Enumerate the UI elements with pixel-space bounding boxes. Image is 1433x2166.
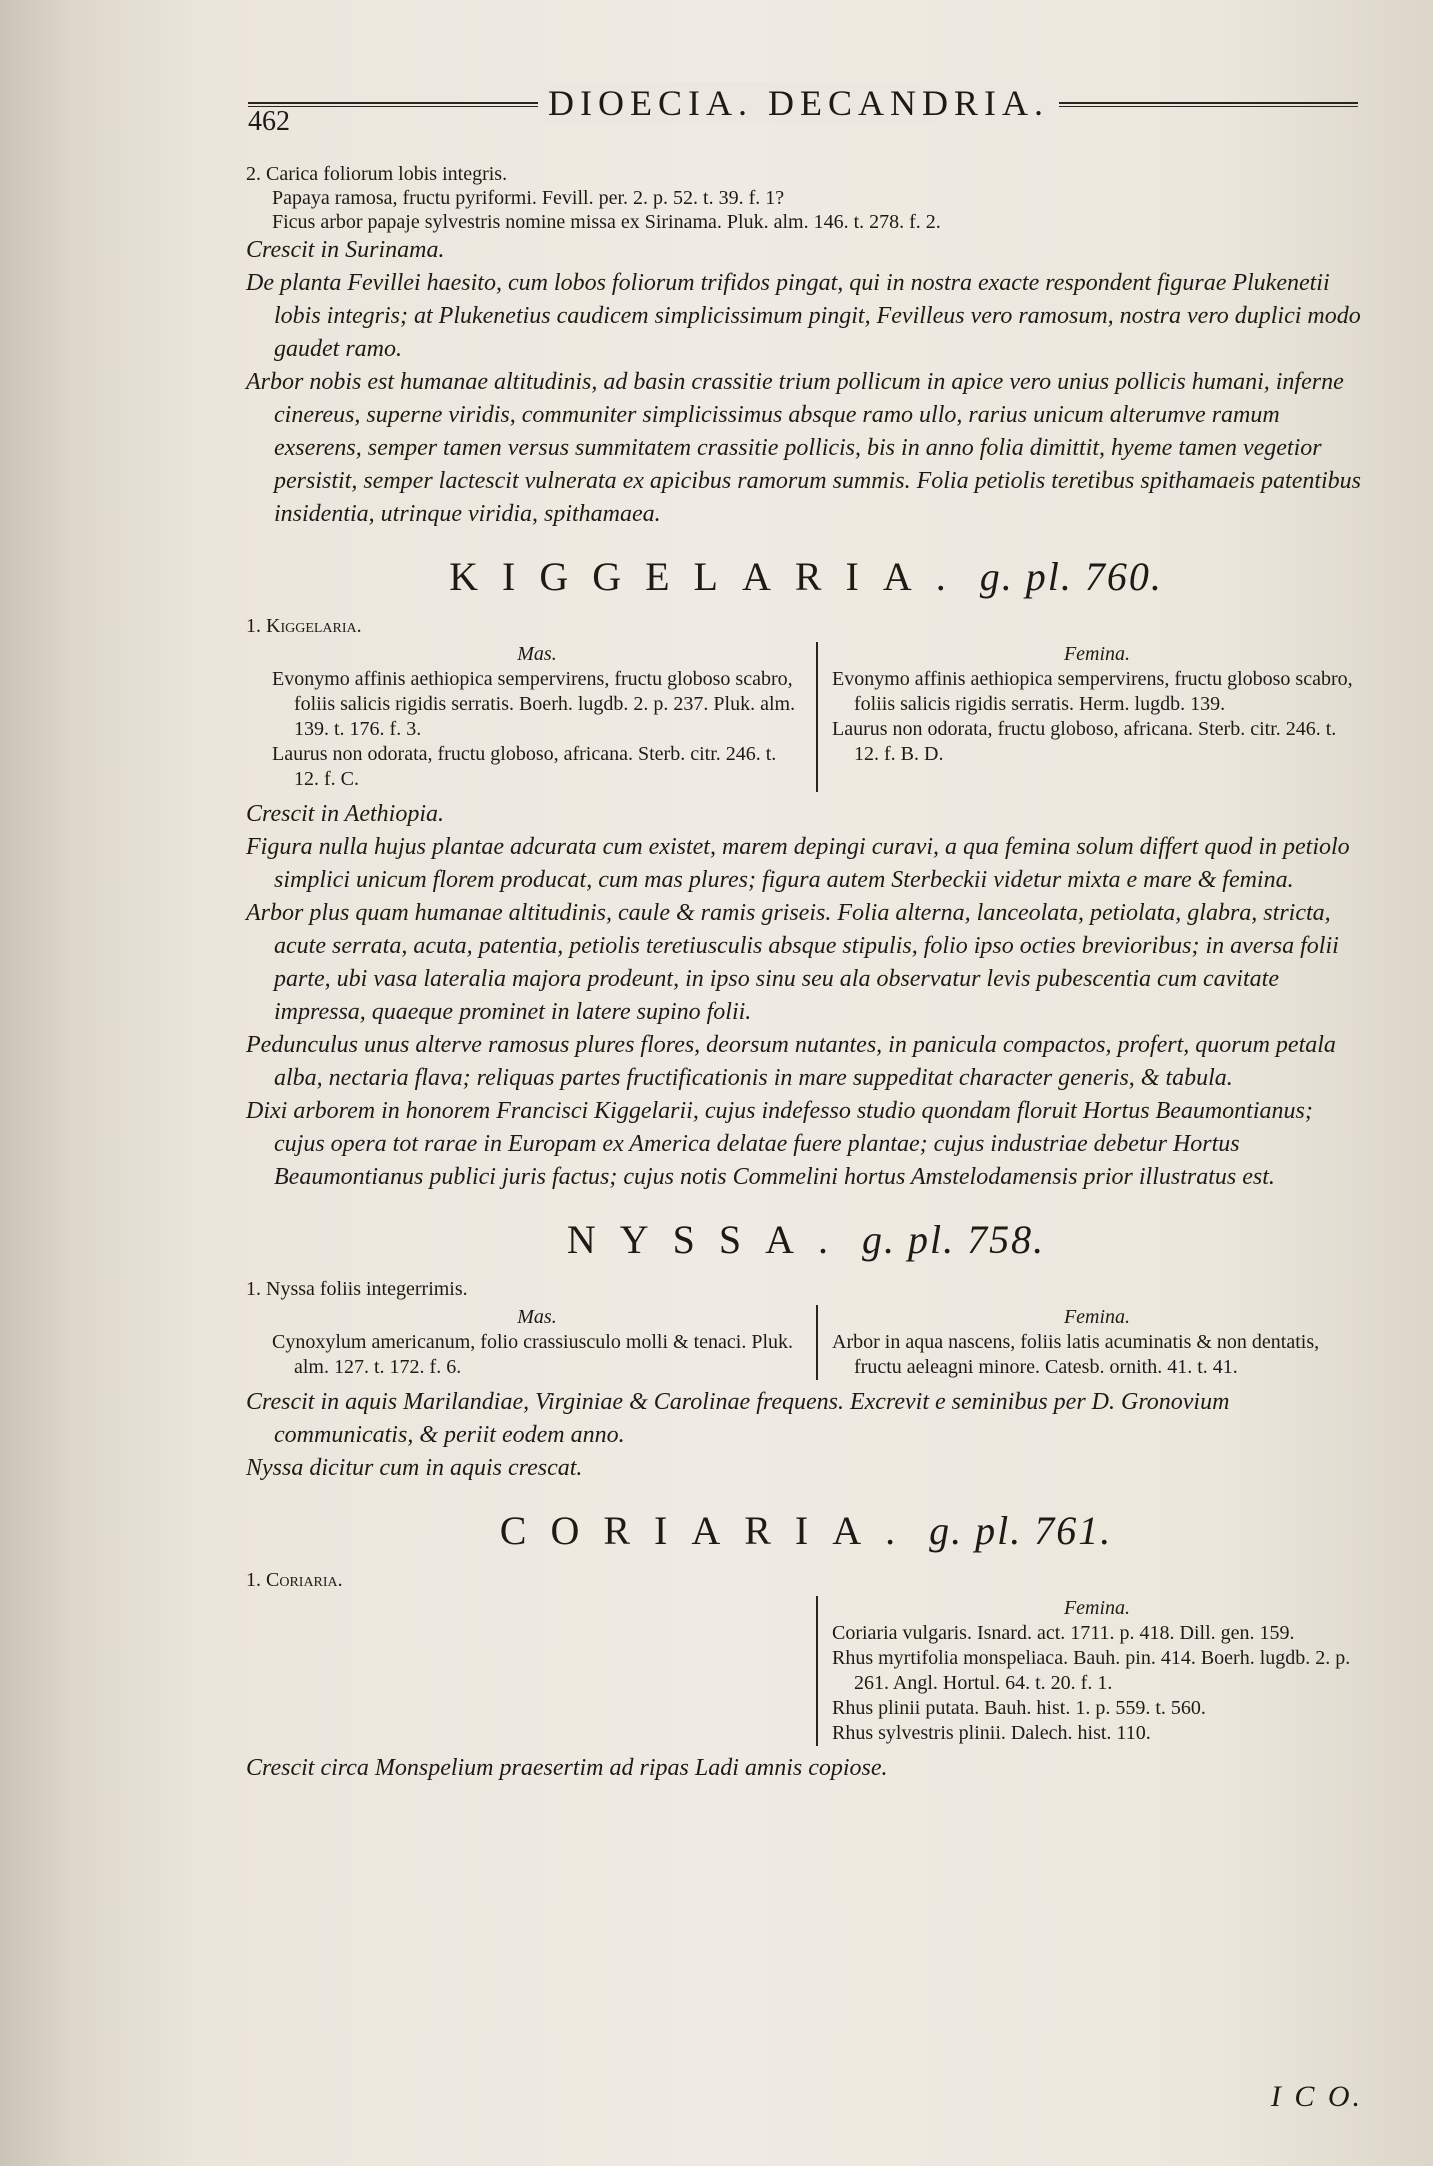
page-content [246,162,1366,1785]
mas-label: Mas. [517,1306,557,1328]
synonym-item: Laurus non odorata, fructu globoso, africana. Sterb. citr. 246. t. 12. f. C. [272,743,777,790]
signature-mark: I C O. [1270,2080,1363,2113]
genus-heading [246,553,1366,600]
kiggelaria-entry: 1. Kiggelaria. [246,615,362,637]
kiggelaria-section [246,553,1366,1194]
nyssa-section [246,1216,1366,1485]
mas-column [272,1305,818,1380]
femina-column [818,1596,1362,1746]
nyssa-entry: 1. Nyssa foliis integerrimis. [246,1278,468,1300]
kiggelaria-paragraph: Arbor plus quam humanae altitudinis, caule & ramis griseis. Folia alterna, lanceolata, petiolata, glabra, stricta, acute serrata, acuta, patentia, petiolis teretiusculis absque stipulis, folio ipso octies brevioribus; in aversa folii parte, ubi vasa lateralia majora prodeunt, in ipso sinu seu ala observatur levis pubescentia cum cavitate impressa, quaeque prominet in latere supino folii. [246,900,1339,1025]
genus-reference: g. pl. 758. [862,1217,1046,1262]
synonym-item: Rhus myrtifolia monspeliaca. Bauh. pin. 414. Boerh. lugdb. 2. p. 261. Angl. Hortul. 64. t. 20. f. 1. [832,1647,1351,1694]
genus-name: KIGGELARIA. [449,554,970,599]
femina-column [818,1305,1362,1380]
running-head: DIOECIA. DECANDRIA. [538,82,1059,124]
synonym-item: Cynoxylum americanum, folio crassiusculo molli & tenaci. Pluk. alm. 127. t. 172. f. 6. [272,1331,794,1378]
sex-columns [272,1305,1366,1380]
sex-columns [272,1596,1366,1746]
synonym-item: Evonymo affinis aethiopica sempervirens, fructu globoso scabro, foliis salicis rigidis serratis. Boerh. lugdb. 2. p. 237. Pluk. alm. 139. t. 176. f. 3. [272,668,796,740]
mas-label: Mas. [517,643,557,665]
carica-entry: 2. Carica foliorum lobis integris. [246,163,508,185]
kiggelaria-paragraph: Figura nulla hujus plantae adcurata cum existet, marem depingi curavi, a qua femina solum differt quod in petiolo simplici unicum florem producat, cum mas plures; figura autem Sterbeckii videtur mixta e mare & femina. [246,834,1350,893]
carica-synonym: Papaya ramosa, fructu pyriformi. Fevill. per. 2. p. 52. t. 39. f. 1? [272,187,785,209]
synonym-item: Rhus sylvestris plinii. Dalech. hist. 110. [832,1722,1151,1744]
genus-reference: g. pl. 761. [929,1508,1113,1553]
synonym-item: Coriaria vulgaris. Isnard. act. 1711. p. 418. Dill. gen. 159. [832,1622,1295,1644]
synonym-item: Rhus plinii putata. Bauh. hist. 1. p. 559. t. 560. [832,1697,1206,1719]
genus-name: NYSSA. [566,1217,853,1262]
femina-label: Femina. [1063,643,1131,665]
coriaria-section [246,1507,1366,1785]
coriaria-entry: 1. Coriaria. [246,1569,343,1591]
femina-label: Femina. [1063,1306,1131,1328]
carica-synonym: Ficus arbor papaje sylvestris nomine missa ex Sirinama. Pluk. alm. 146. t. 278. f. 2. [272,211,941,233]
genus-heading [246,1216,1366,1263]
kiggelaria-crescit: Crescit in Aethiopia. [246,801,444,827]
carica-section [246,162,1366,531]
genus-heading [246,1507,1366,1554]
genus-name: CORIARIA. [499,1508,920,1553]
carica-paragraph: Arbor nobis est humanae altitudinis, ad basin crassitie trium pollicum in apice vero unius pollicis humani, inferne cinereus, superne viridis, communiter simplicissimus absque ramo ullo, rarius unicum alterumve ramum exserens, semper tamen versus summitatem crassitie pollicis, bis in anno folia dimittit, hyeme tamen vegetior persistit, semper lactescit vulnerata ex apicibus ramorum summis. Folia petiolis teretibus spithamaeis patentibus insidentia, utrinque viridia, spithamaea. [246,369,1362,527]
femina-column [818,642,1362,792]
nyssa-paragraph: Crescit in aquis Marilandiae, Virginiae & Carolinae frequens. Excrevit e seminibus per D. Gronovium communicatis, & periit eodem anno. [246,1389,1230,1448]
synonym-item: Evonymo affinis aethiopica sempervirens, fructu globoso scabro, foliis salicis rigidis serratis. Herm. lugdb. 139. [832,668,1353,715]
carica-paragraph: De planta Fevillei haesito, cum lobos foliorum trifidos pingat, qui in nostra exacte respondent figurae Plukenetii lobis integris; at Plukenetius caudicem simplicissimum pingit, Fevilleus vero ramosum, nostra vero duplici modo gaudet ramo. [246,270,1361,362]
page-number: 462 [248,106,290,137]
kiggelaria-paragraph: Dixi arborem in honorem Francisci Kiggelarii, cujus indefesso studio quondam floruit Hortus Beaumontianus; cujus opera tot rarae in Europam ex America delatae fuere plantae; cujus industriae debetur Hortus Beaumontianus publici juris factus; cujus notis Commelini hortus Amstelodamensis prior illustratus est. [246,1098,1313,1190]
kiggelaria-paragraph: Pedunculus unus alterve ramosus plures flores, deorsum nutantes, in panicula compactos, profert, quorum petala alba, nectaria flava; reliquas partes fructificationis in mare suppeditat character generis, & tabula. [246,1032,1336,1091]
carica-crescit: Crescit in Surinama. [246,237,445,263]
mas-column-empty [272,1596,818,1746]
genus-reference: g. pl. 760. [979,554,1163,599]
nyssa-paragraph: Nyssa dicitur cum in aquis crescat. [246,1455,583,1481]
coriaria-crescit: Crescit circa Monspelium praesertim ad ripas Ladi amnis copiose. [246,1755,888,1781]
femina-label: Femina. [1063,1597,1131,1619]
synonym-item: Arbor in aqua nascens, foliis latis acuminatis & non dentatis, fructu aeleagni minore. Catesb. ornith. 41. t. 41. [832,1331,1320,1378]
mas-column [272,642,818,792]
synonym-item: Laurus non odorata, fructu globoso, africana. Sterb. citr. 246. t. 12. f. B. D. [832,718,1337,765]
page-header [248,80,1358,136]
sex-columns [272,642,1366,792]
